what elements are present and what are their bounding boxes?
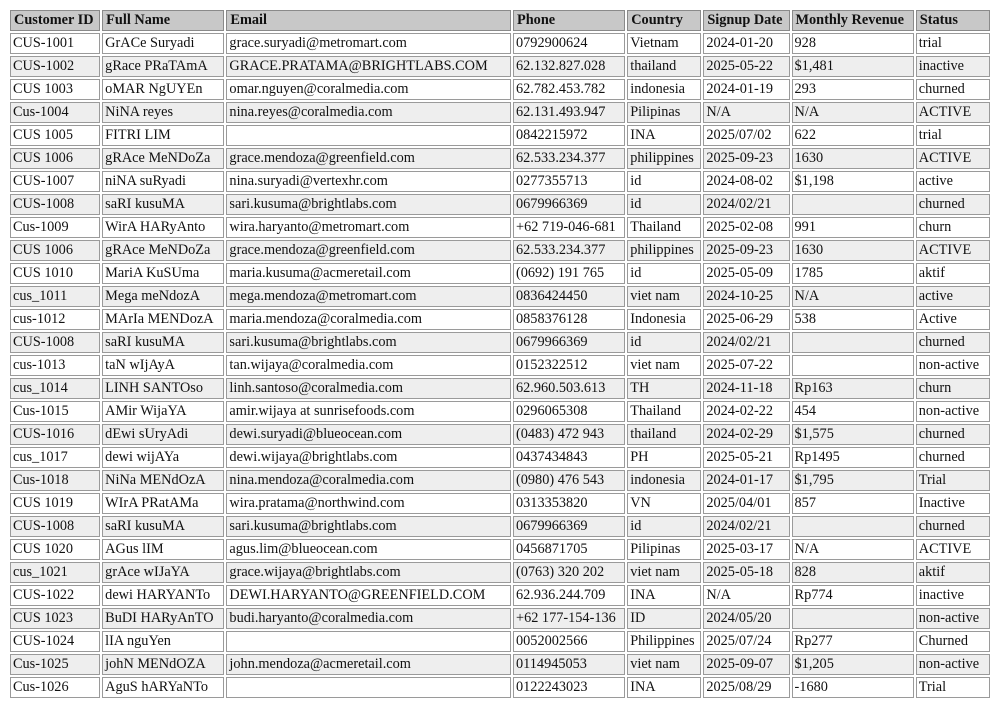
cell-phone: 0679966369 <box>513 332 625 353</box>
cell-country: INA <box>627 125 701 146</box>
cell-country: INA <box>627 585 701 606</box>
cell-email: agus.lim@blueocean.com <box>226 539 511 560</box>
cell-status: churn <box>916 217 990 238</box>
cell-phone: (0763) 320 202 <box>513 562 625 583</box>
table-row[interactable] <box>10 562 990 583</box>
cell-status: churned <box>916 194 990 215</box>
cell-customer-id: cus-1012 <box>10 309 100 330</box>
cell-country: philippines <box>627 148 701 169</box>
cell-monthly-revenue: $1,795 <box>792 470 914 491</box>
cell-email: john.mendoza@acmeretail.com <box>226 654 511 675</box>
cell-phone: 0679966369 <box>513 194 625 215</box>
cell-customer-id: cus_1021 <box>10 562 100 583</box>
cell-signup-date: 2025/07/24 <box>703 631 789 652</box>
cell-email: wira.haryanto@metromart.com <box>226 217 511 238</box>
cell-customer-id: CUS 1010 <box>10 263 100 284</box>
table-row[interactable] <box>10 171 990 192</box>
cell-email: tan.wijaya@coralmedia.com <box>226 355 511 376</box>
cell-phone: 0114945053 <box>513 654 625 675</box>
cell-phone: (0483) 472 943 <box>513 424 625 445</box>
cell-phone: 0122243023 <box>513 677 625 698</box>
cell-email: sari.kusuma@brightlabs.com <box>226 332 511 353</box>
table-row[interactable] <box>10 447 990 468</box>
cell-email: mega.mendoza@metromart.com <box>226 286 511 307</box>
cell-signup-date: 2025-09-23 <box>703 240 789 261</box>
cell-full-name: gRAce MeNDoZa <box>102 240 224 261</box>
cell-status: Active <box>916 309 990 330</box>
cell-monthly-revenue: Rp1495 <box>792 447 914 468</box>
cell-country: id <box>627 516 701 537</box>
cell-email: GRACE.PRATAMA@BRIGHTLABS.COM <box>226 56 511 77</box>
cell-monthly-revenue: 1630 <box>792 148 914 169</box>
cell-status: churned <box>916 332 990 353</box>
cell-country: id <box>627 332 701 353</box>
cell-full-name: AGus lIM <box>102 539 224 560</box>
cell-monthly-revenue: 1630 <box>792 240 914 261</box>
table-row[interactable] <box>10 378 990 399</box>
cell-email: wira.pratama@northwind.com <box>226 493 511 514</box>
cell-phone: (0980) 476 543 <box>513 470 625 491</box>
cell-email: sari.kusuma@brightlabs.com <box>226 516 511 537</box>
cell-country: philippines <box>627 240 701 261</box>
cell-full-name: BuDI HARyAnTO <box>102 608 224 629</box>
cell-country: id <box>627 171 701 192</box>
cell-customer-id: Cus-1026 <box>10 677 100 698</box>
cell-customer-id: CUS-1001 <box>10 33 100 54</box>
cell-customer-id: cus_1014 <box>10 378 100 399</box>
table-row[interactable] <box>10 148 990 169</box>
cell-full-name: gRAce MeNDoZa <box>102 148 224 169</box>
cell-email: nina.mendoza@coralmedia.com <box>226 470 511 491</box>
cell-customer-id: CUS-1024 <box>10 631 100 652</box>
cell-signup-date: 2025/08/29 <box>703 677 789 698</box>
cell-signup-date: 2024-02-29 <box>703 424 789 445</box>
cell-customer-id: Cus-1004 <box>10 102 100 123</box>
cell-full-name: grAce wIJaYA <box>102 562 224 583</box>
cell-customer-id: CUS 1003 <box>10 79 100 100</box>
cell-phone: (0692) 191 765 <box>513 263 625 284</box>
cell-full-name: niNA suRyadi <box>102 171 224 192</box>
cell-email <box>226 631 511 652</box>
table-body <box>10 33 990 698</box>
cell-country: Pilipinas <box>627 102 701 123</box>
cell-customer-id: Cus-1025 <box>10 654 100 675</box>
cell-full-name: MariA KuSUma <box>102 263 224 284</box>
cell-country: viet nam <box>627 355 701 376</box>
cell-country: viet nam <box>627 654 701 675</box>
cell-email: linh.santoso@coralmedia.com <box>226 378 511 399</box>
cell-customer-id: CUS 1023 <box>10 608 100 629</box>
table-row[interactable] <box>10 608 990 629</box>
table-row[interactable] <box>10 654 990 675</box>
header-country[interactable]: Country <box>627 10 701 31</box>
cell-full-name: LINH SANTOso <box>102 378 224 399</box>
cell-status: Inactive <box>916 493 990 514</box>
cell-full-name: AguS hARYaNTo <box>102 677 224 698</box>
cell-monthly-revenue: 857 <box>792 493 914 514</box>
cell-email: dewi.suryadi@blueocean.com <box>226 424 511 445</box>
cell-country: PH <box>627 447 701 468</box>
cell-email: grace.suryadi@metromart.com <box>226 33 511 54</box>
cell-country: id <box>627 263 701 284</box>
cell-monthly-revenue: $1,205 <box>792 654 914 675</box>
cell-phone: 62.132.827.028 <box>513 56 625 77</box>
cell-signup-date: 2025-05-18 <box>703 562 789 583</box>
cell-monthly-revenue: $1,481 <box>792 56 914 77</box>
cell-monthly-revenue: Rp163 <box>792 378 914 399</box>
cell-signup-date: 2024/02/21 <box>703 332 789 353</box>
table-row[interactable] <box>10 79 990 100</box>
cell-monthly-revenue <box>792 355 914 376</box>
cell-customer-id: CUS-1008 <box>10 194 100 215</box>
cell-full-name: MArIa MENDozA <box>102 309 224 330</box>
cell-country: VN <box>627 493 701 514</box>
table-row[interactable] <box>10 309 990 330</box>
cell-monthly-revenue: N/A <box>792 539 914 560</box>
cell-status: aktif <box>916 263 990 284</box>
cell-phone: 0052002566 <box>513 631 625 652</box>
cell-status: non-active <box>916 355 990 376</box>
cell-email: dewi.wijaya@brightlabs.com <box>226 447 511 468</box>
cell-signup-date: 2025-05-21 <box>703 447 789 468</box>
cell-phone: 62.960.503.613 <box>513 378 625 399</box>
cell-customer-id: CUS-1008 <box>10 516 100 537</box>
table-row[interactable] <box>10 470 990 491</box>
table-row[interactable] <box>10 56 990 77</box>
cell-full-name: dEwi sUryAdi <box>102 424 224 445</box>
cell-signup-date: 2024-01-17 <box>703 470 789 491</box>
cell-status: active <box>916 171 990 192</box>
cell-status: ACTIVE <box>916 148 990 169</box>
cell-monthly-revenue: N/A <box>792 286 914 307</box>
cell-full-name: oMAR NgUYEn <box>102 79 224 100</box>
cell-email: DEWI.HARYANTO@GREENFIELD.COM <box>226 585 511 606</box>
cell-email: maria.kusuma@acmeretail.com <box>226 263 511 284</box>
cell-phone: 62.533.234.377 <box>513 148 625 169</box>
cell-full-name: gRace PRaTAmA <box>102 56 224 77</box>
cell-monthly-revenue: $1,575 <box>792 424 914 445</box>
cell-email: grace.wijaya@brightlabs.com <box>226 562 511 583</box>
header-monthly-revenue[interactable]: Monthly Revenue <box>792 10 914 31</box>
cell-monthly-revenue <box>792 332 914 353</box>
cell-monthly-revenue: 538 <box>792 309 914 330</box>
header-status[interactable]: Status <box>916 10 990 31</box>
cell-full-name: saRI kusuMA <box>102 516 224 537</box>
cell-phone: 0437434843 <box>513 447 625 468</box>
cell-phone: 0296065308 <box>513 401 625 422</box>
cell-signup-date: 2024-01-19 <box>703 79 789 100</box>
cell-monthly-revenue: Rp277 <box>792 631 914 652</box>
header-phone[interactable]: Phone <box>513 10 625 31</box>
cell-phone: 0277355713 <box>513 171 625 192</box>
header-email[interactable]: Email <box>226 10 511 31</box>
cell-email: amir.wijaya at sunrisefoods.com <box>226 401 511 422</box>
cell-status: churned <box>916 424 990 445</box>
cell-full-name: lIA nguYen <box>102 631 224 652</box>
table-row[interactable] <box>10 424 990 445</box>
cell-full-name: NiNa MENdOzA <box>102 470 224 491</box>
table-row[interactable] <box>10 631 990 652</box>
cell-full-name: WirA HARyAnto <box>102 217 224 238</box>
cell-full-name: AMir WijaYA <box>102 401 224 422</box>
cell-country: thailand <box>627 56 701 77</box>
cell-signup-date: N/A <box>703 102 789 123</box>
cell-full-name: FITRI LIM <box>102 125 224 146</box>
cell-signup-date: 2024/02/21 <box>703 516 789 537</box>
cell-phone: 0152322512 <box>513 355 625 376</box>
cell-signup-date: 2025-02-08 <box>703 217 789 238</box>
table-row[interactable] <box>10 585 990 606</box>
cell-monthly-revenue: 454 <box>792 401 914 422</box>
cell-monthly-revenue <box>792 516 914 537</box>
cell-country: ID <box>627 608 701 629</box>
table-row[interactable] <box>10 125 990 146</box>
cell-status: trial <box>916 33 990 54</box>
cell-phone: 0679966369 <box>513 516 625 537</box>
cell-signup-date: 2025-09-07 <box>703 654 789 675</box>
cell-status: churn <box>916 378 990 399</box>
table-header-row <box>10 10 990 31</box>
cell-full-name: GrACe Suryadi <box>102 33 224 54</box>
cell-country: id <box>627 194 701 215</box>
cell-monthly-revenue: 1785 <box>792 263 914 284</box>
cell-phone: 62.782.453.782 <box>513 79 625 100</box>
cell-country: Philippines <box>627 631 701 652</box>
table-row[interactable] <box>10 332 990 353</box>
cell-phone: 0836424450 <box>513 286 625 307</box>
cell-signup-date: 2025-09-23 <box>703 148 789 169</box>
cell-phone: +62 177-154-136 <box>513 608 625 629</box>
cell-customer-id: CUS-1002 <box>10 56 100 77</box>
cell-customer-id: CUS 1006 <box>10 240 100 261</box>
cell-customer-id: Cus-1018 <box>10 470 100 491</box>
customer-table <box>8 8 992 700</box>
cell-country: thailand <box>627 424 701 445</box>
cell-signup-date: 2025-06-29 <box>703 309 789 330</box>
cell-phone: 0792900624 <box>513 33 625 54</box>
cell-signup-date: 2025-03-17 <box>703 539 789 560</box>
cell-monthly-revenue: Rp774 <box>792 585 914 606</box>
cell-full-name: johN MENdOZA <box>102 654 224 675</box>
table-row[interactable] <box>10 286 990 307</box>
cell-phone: 0858376128 <box>513 309 625 330</box>
table-row[interactable] <box>10 401 990 422</box>
cell-email: grace.mendoza@greenfield.com <box>226 240 511 261</box>
table-row[interactable] <box>10 539 990 560</box>
header-signup-date[interactable]: Signup Date <box>703 10 789 31</box>
cell-full-name: Mega meNdozA <box>102 286 224 307</box>
cell-signup-date: 2024-01-20 <box>703 33 789 54</box>
cell-status: non-active <box>916 608 990 629</box>
table-row[interactable] <box>10 677 990 698</box>
cell-status: ACTIVE <box>916 539 990 560</box>
cell-customer-id: Cus-1009 <box>10 217 100 238</box>
table-row[interactable] <box>10 263 990 284</box>
table-row[interactable] <box>10 102 990 123</box>
cell-phone: +62 719-046-681 <box>513 217 625 238</box>
cell-email: maria.mendoza@coralmedia.com <box>226 309 511 330</box>
cell-email: nina.suryadi@vertexhr.com <box>226 171 511 192</box>
cell-signup-date: 2024/05/20 <box>703 608 789 629</box>
cell-country: INA <box>627 677 701 698</box>
header-full-name[interactable]: Full Name <box>102 10 224 31</box>
cell-email: budi.haryanto@coralmedia.com <box>226 608 511 629</box>
table-row[interactable] <box>10 217 990 238</box>
cell-status: Churned <box>916 631 990 652</box>
cell-customer-id: Cus-1015 <box>10 401 100 422</box>
cell-status: aktif <box>916 562 990 583</box>
cell-signup-date: 2025-05-22 <box>703 56 789 77</box>
table-row[interactable] <box>10 516 990 537</box>
cell-country: indonesia <box>627 79 701 100</box>
cell-status: inactive <box>916 56 990 77</box>
cell-status: active <box>916 286 990 307</box>
cell-monthly-revenue: 928 <box>792 33 914 54</box>
cell-country: Thailand <box>627 401 701 422</box>
cell-phone: 0313353820 <box>513 493 625 514</box>
cell-status: churned <box>916 516 990 537</box>
cell-customer-id: CUS 1020 <box>10 539 100 560</box>
cell-email: omar.nguyen@coralmedia.com <box>226 79 511 100</box>
table-row[interactable] <box>10 240 990 261</box>
cell-country: Pilipinas <box>627 539 701 560</box>
cell-country: viet nam <box>627 286 701 307</box>
cell-customer-id: cus_1011 <box>10 286 100 307</box>
table-row[interactable] <box>10 33 990 54</box>
cell-status: inactive <box>916 585 990 606</box>
cell-signup-date: 2024-10-25 <box>703 286 789 307</box>
cell-status: Trial <box>916 677 990 698</box>
cell-email: grace.mendoza@greenfield.com <box>226 148 511 169</box>
cell-signup-date: 2025-05-09 <box>703 263 789 284</box>
cell-full-name: WIrA PRatAMa <box>102 493 224 514</box>
cell-customer-id: CUS 1005 <box>10 125 100 146</box>
cell-monthly-revenue: 622 <box>792 125 914 146</box>
cell-status: trial <box>916 125 990 146</box>
cell-country: viet nam <box>627 562 701 583</box>
cell-signup-date: 2024-11-18 <box>703 378 789 399</box>
cell-customer-id: cus_1017 <box>10 447 100 468</box>
cell-country: Vietnam <box>627 33 701 54</box>
cell-status: ACTIVE <box>916 102 990 123</box>
cell-phone: 0456871705 <box>513 539 625 560</box>
cell-monthly-revenue: 828 <box>792 562 914 583</box>
cell-phone: 0842215972 <box>513 125 625 146</box>
cell-full-name: dewi HARYANTo <box>102 585 224 606</box>
cell-monthly-revenue <box>792 608 914 629</box>
cell-status: churned <box>916 79 990 100</box>
cell-status: ACTIVE <box>916 240 990 261</box>
cell-status: Trial <box>916 470 990 491</box>
cell-email: sari.kusuma@brightlabs.com <box>226 194 511 215</box>
table-row[interactable] <box>10 355 990 376</box>
cell-signup-date: 2025/04/01 <box>703 493 789 514</box>
cell-full-name: taN wIjAyA <box>102 355 224 376</box>
cell-signup-date: 2025-07-22 <box>703 355 789 376</box>
cell-country: TH <box>627 378 701 399</box>
cell-monthly-revenue: 991 <box>792 217 914 238</box>
cell-full-name: saRI kusuMA <box>102 332 224 353</box>
cell-status: non-active <box>916 401 990 422</box>
cell-monthly-revenue: -1680 <box>792 677 914 698</box>
cell-monthly-revenue: $1,198 <box>792 171 914 192</box>
cell-signup-date: 2025/07/02 <box>703 125 789 146</box>
cell-status: churned <box>916 447 990 468</box>
cell-phone: 62.131.493.947 <box>513 102 625 123</box>
cell-country: Indonesia <box>627 309 701 330</box>
cell-full-name: dewi wijAYa <box>102 447 224 468</box>
cell-email <box>226 677 511 698</box>
header-customer-id[interactable]: Customer ID <box>10 10 100 31</box>
cell-monthly-revenue: N/A <box>792 102 914 123</box>
cell-customer-id: CUS-1022 <box>10 585 100 606</box>
cell-phone: 62.936.244.709 <box>513 585 625 606</box>
cell-monthly-revenue <box>792 194 914 215</box>
cell-customer-id: CUS-1007 <box>10 171 100 192</box>
cell-full-name: saRI kusuMA <box>102 194 224 215</box>
cell-email: nina.reyes@coralmedia.com <box>226 102 511 123</box>
cell-phone: 62.533.234.377 <box>513 240 625 261</box>
cell-country: indonesia <box>627 470 701 491</box>
cell-email <box>226 125 511 146</box>
cell-customer-id: CUS-1008 <box>10 332 100 353</box>
cell-full-name: NiNA reyes <box>102 102 224 123</box>
cell-signup-date: 2024-02-22 <box>703 401 789 422</box>
cell-country: Thailand <box>627 217 701 238</box>
cell-customer-id: cus-1013 <box>10 355 100 376</box>
cell-customer-id: CUS-1016 <box>10 424 100 445</box>
cell-status: non-active <box>916 654 990 675</box>
cell-signup-date: 2024-08-02 <box>703 171 789 192</box>
cell-customer-id: CUS 1006 <box>10 148 100 169</box>
cell-signup-date: N/A <box>703 585 789 606</box>
cell-signup-date: 2024/02/21 <box>703 194 789 215</box>
table-row[interactable] <box>10 493 990 514</box>
cell-monthly-revenue: 293 <box>792 79 914 100</box>
table-row[interactable] <box>10 194 990 215</box>
cell-customer-id: CUS 1019 <box>10 493 100 514</box>
